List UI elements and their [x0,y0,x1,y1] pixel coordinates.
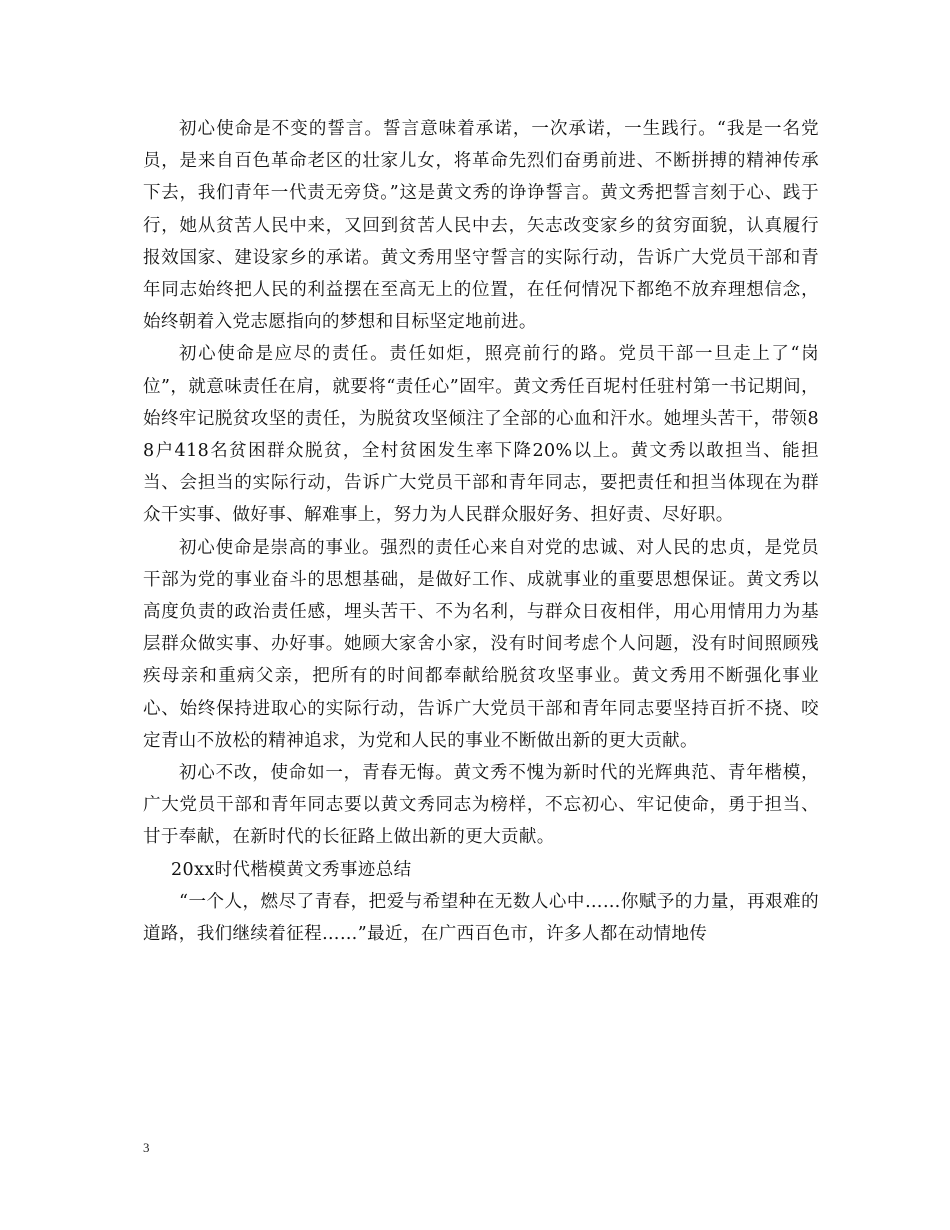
section-heading: 20xx时代楷模黄文秀事迹总结 [171,859,412,880]
paragraph-cause: 初心使命是崇高的事业。强烈的责任心来自对党的忠诚、对人民的忠贞，是党员干部为党的事业奋斗的思想基础，是做好工作、成就事业的重要思想保证。黄文秀以高度负责的政治责任感，埋头苦干、不为名利，与群众日夜相伴，用心用情用力为基层群众做实事、办好事。她顾大家舍小家，没有时间考虑个人问题，没有时间照顾残疾母亲和重病父亲，把所有的时间都奉献给脱贫攻坚事业。黄文秀用不断强化事业心、始终保持进取心的实际行动，告诉广大党员干部和青年同志要坚持百折不挠、咬定青山不放松的精神追求，为党和人民的事业不断做出新的更大贡献。 [143,537,819,751]
paragraph-quote: “一个人，燃尽了青春，把爱与希望种在无数人心中……你赋予的力量，再艰难的道路，我们继续着征程……”最近，在广西百色市，许多人都在动情地传 [143,891,819,945]
document-body [143,113,819,950]
paragraph-responsibility: 初心使命是应尽的责任。责任如炬，照亮前行的路。党员干部一旦走上了“岗位”，就意味责任在肩，就要将“责任心”固牢。黄文秀任百坭村任驻村第一书记期间，始终牢记脱贫攻坚的责任，为脱贫攻坚倾注了全部的心血和汗水。她埋头苦干，带领88户418名贫困群众脱贫，全村贫困发生率下降20%以上。黄文秀以敢担当、能担当、会担当的实际行动，告诉广大党员干部和青年同志，要把责任和担当体现在为群众干实事、做好事、解难事上，努力为人民群众服好务、担好责、尽好职。 [143,344,819,526]
paragraph-conclusion: 初心不改，使命如一，青春无悔。黄文秀不愧为新时代的光辉典范、青年楷模，广大党员干部和青年同志要以黄文秀同志为榜样，不忘初心、牢记使命，勇于担当、甘于奉献，在新时代的长征路上做出新的更大贡献。 [143,763,819,848]
paragraph-vow: 初心使命是不变的誓言。誓言意味着承诺，一次承诺，一生践行。“我是一名党员，是来自百色革命老区的壮家儿女，将革命先烈们奋勇前进、不断拼搏的精神传承下去，我们青年一代责无旁贷。”这是黄文秀的诤诤誓言。黄文秀把誓言刻于心、践于行，她从贫苦人民中来，又回到贫苦人民中去，矢志改变家乡的贫穷面貌，认真履行报效国家、建设家乡的承诺。黄文秀用坚守誓言的实际行动，告诉广大党员干部和青年同志始终把人民的利益摆在至高无上的位置，在任何情况下都绝不放弃理想信念，始终朝着入党志愿指向的梦想和目标坚定地前进。 [143,119,819,333]
page-number: 3 [143,1140,150,1155]
